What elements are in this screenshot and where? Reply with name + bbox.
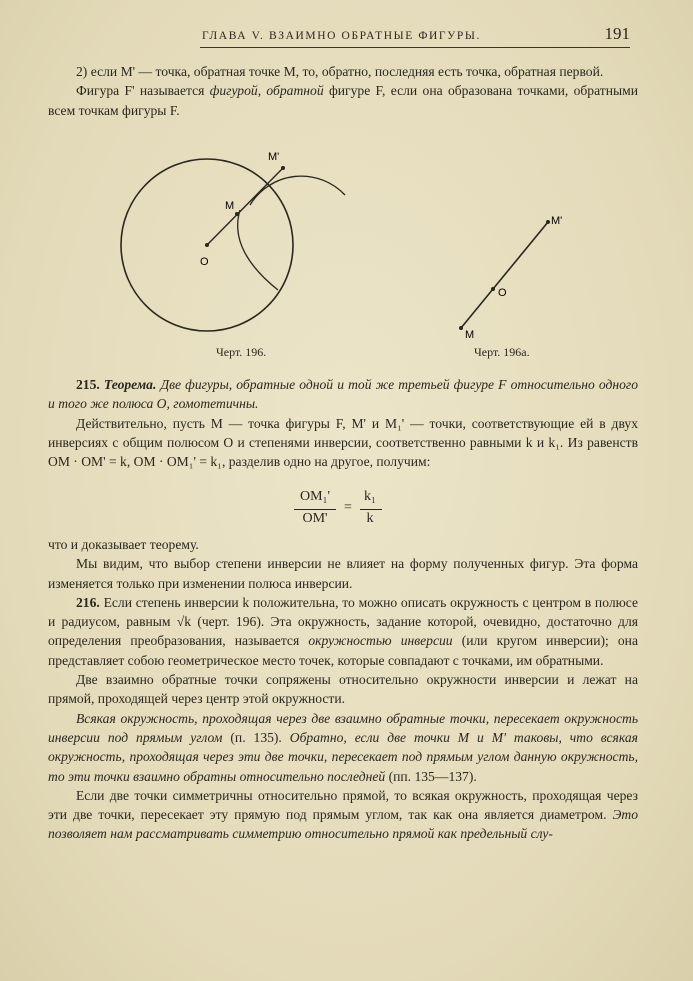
formula-right-line bbox=[360, 509, 382, 510]
label-m: M bbox=[225, 200, 235, 212]
body-text bbox=[48, 535, 638, 844]
proof-conclusion: что и доказывает теорему. bbox=[48, 537, 199, 552]
label-m-prime: M' bbox=[268, 151, 280, 163]
label-o-2: O bbox=[498, 287, 507, 299]
theorem-statement: 215. Теорема. Две фигуры, обратные одной и той же третьей фигуре F относительно одного и того же полюса O, гомотетичны. bbox=[48, 377, 638, 412]
page-number: 191 bbox=[604, 24, 630, 43]
paragraph-choice: Мы видим, что выбор степени инверсии не влияет на форму полученных фигур. Эта форма изменяется только при изменении полюса инверсии. bbox=[48, 556, 638, 591]
label-m-prime-2: M' bbox=[551, 215, 563, 227]
paragraph-symmetry: Если две точки симметричны относительно прямой, то всякая окружность, проходящая через эти две точки, пересекает эту прямую под прямым углом, так как она является диаметром. Это позволяет нам рассматривать симметрию относительно прямой как предельный слу- bbox=[48, 787, 638, 842]
label-m-2: M bbox=[465, 329, 475, 341]
proof-text: Действительно, пусть M — точка фигуры F, M' и M₁' — точки, соответствующие ей в двух инверсиях с общим полюсом O и степенями инверсии, соответственно равными k и k₁. Из равенств OM · OM' = k, OM · OM₁' = k₁, разделив одно на другое, получим: bbox=[48, 415, 638, 470]
line-m-m-prime bbox=[461, 222, 548, 328]
point-m bbox=[235, 212, 239, 216]
theorem-block bbox=[48, 375, 638, 471]
running-title: ГЛАВА V. ВЗАИМНО ОБРАТНЫЕ ФИГУРЫ. bbox=[202, 30, 482, 42]
paragraph-orthogonal: Всякая окружность, проходящая через две взаимно обратные точки, пересекает окружность инверсии под прямым углом (п. 135). Обратно, если две точки M и M' таковы, что всякая окружность, проходящая через эти две точки, пересекает под прямым углом данную окружность, то эти точки взаимно обратны относительно последней (пп. 135—137). bbox=[48, 710, 638, 784]
point-o bbox=[205, 243, 209, 247]
formula-ratio bbox=[290, 489, 410, 533]
caption-196a: Черт. 196a. bbox=[474, 345, 530, 359]
paragraph-216: 216. Если степень инверсии k положительна, то можно описать окружность с центром в полюсе и радиусом, равным √k (черт. 196). Эта окружность, задание которой, очевидно, достаточно для определения преобразования, называется окружностью инверсии (или кругом инверсии); она представляет собою геометрическое место точек, которые совпадают с точками, им обратными. bbox=[48, 594, 638, 668]
formula-right-numerator: k₁ bbox=[364, 489, 376, 504]
formula-right-denominator: k bbox=[366, 511, 374, 526]
point-m-prime-2 bbox=[546, 220, 550, 224]
point-o-2 bbox=[491, 287, 495, 291]
paragraph-definition: Фигура F' называется фигурой, обратной фигуре F, если она образована точками, обратными всем точкам фигуры F. bbox=[48, 83, 638, 118]
point-m-2 bbox=[459, 326, 463, 330]
formula-left-denominator: OM' bbox=[302, 511, 328, 526]
caption-196: Черт. 196. bbox=[216, 345, 267, 359]
orthogonal-arc-lower bbox=[238, 210, 278, 290]
paragraph-point-2: 2) если M' — точка, обратная точке M, то, обратно, последняя есть точка, обратная первой. bbox=[76, 64, 604, 79]
label-o: O bbox=[200, 256, 209, 268]
formula-left-line bbox=[294, 509, 336, 510]
formula-equals: = bbox=[344, 500, 352, 515]
ray-om bbox=[207, 168, 283, 245]
paragraph-conjugate: Две взаимно обратные точки сопряжены относительно окружности инверсии и лежат на прямой, проходящей через центр этой окружности. bbox=[48, 672, 638, 707]
formula-left-numerator: OM₁' bbox=[300, 489, 330, 504]
point-m-prime bbox=[281, 166, 285, 170]
